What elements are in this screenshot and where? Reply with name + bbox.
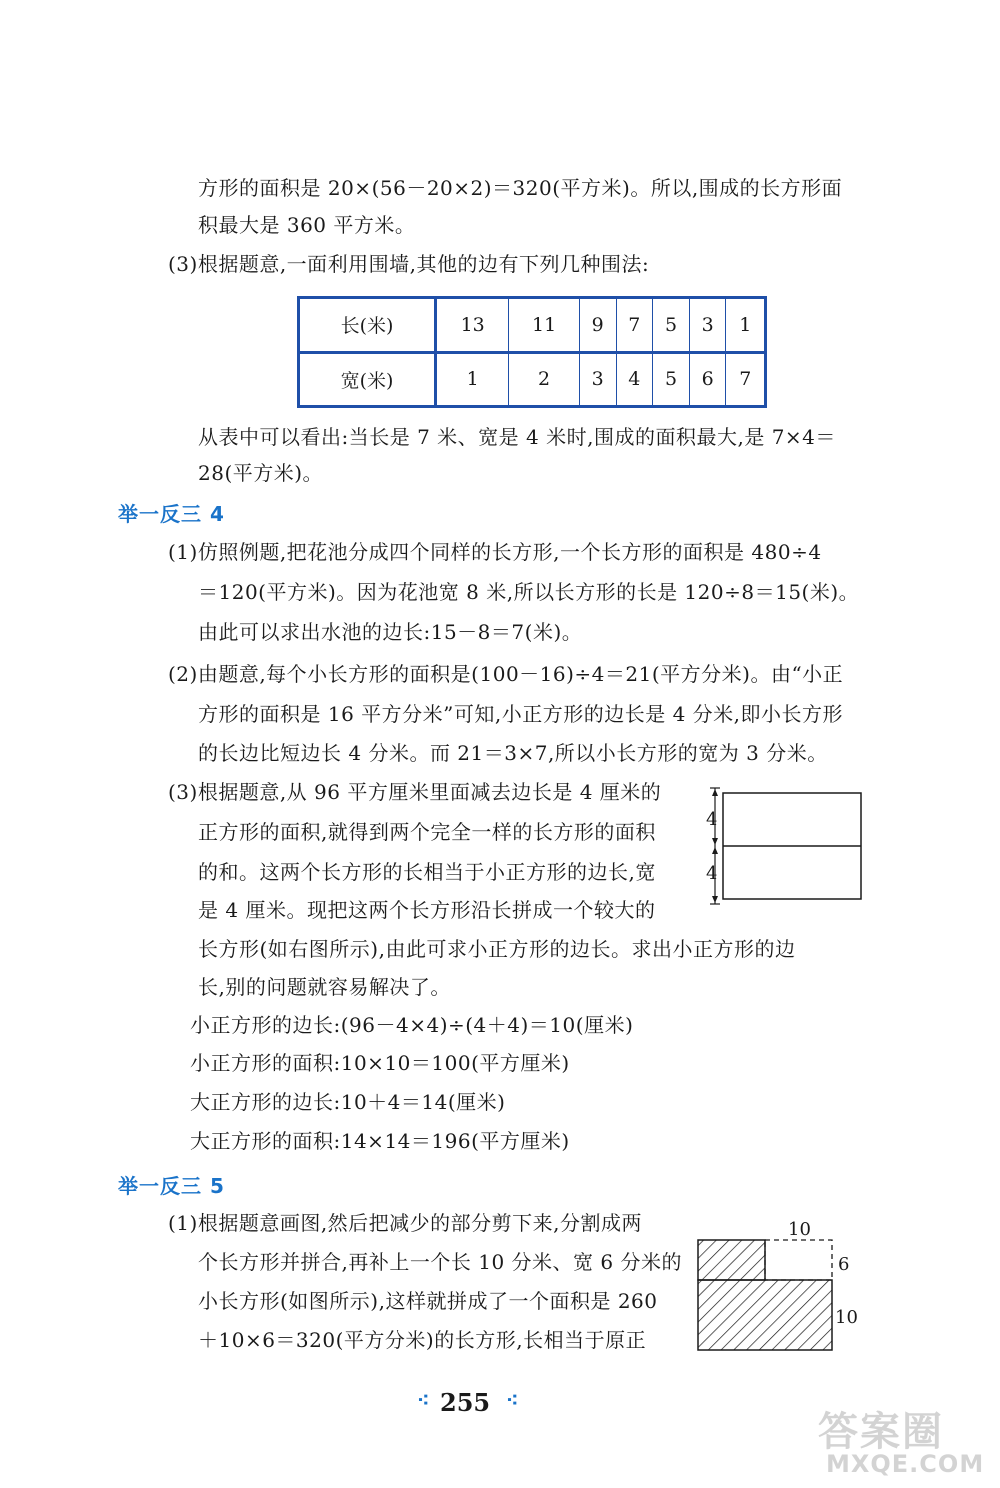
text-line: 长方形(如右图所示),由此可求小正方形的边长。求出小正方形的边 — [198, 937, 796, 961]
text-line: 小正方形的面积:10×10＝100(平方厘米) — [190, 1051, 570, 1075]
text-line: 的和。这两个长方形的长相当于小正方形的边长,宽 — [198, 860, 656, 884]
dimension-label: 4 — [706, 863, 718, 884]
watermark-text: 答案圈 — [818, 1409, 944, 1455]
arrow-up-icon — [712, 847, 718, 854]
page-number: 255 — [440, 1388, 491, 1417]
section-heading-5: 举一反三 5 — [118, 1174, 225, 1198]
table-cell: 13 — [436, 298, 509, 353]
length-width-table — [297, 296, 767, 408]
arrow-up-icon — [712, 789, 718, 796]
table-cell: 6 — [689, 352, 726, 407]
row-header: 宽(米) — [299, 352, 436, 407]
watermark-url: MXQE.COM — [826, 1450, 985, 1478]
text-line: 长,别的问题就容易解决了。 — [198, 975, 451, 999]
table-cell: 5 — [653, 298, 690, 353]
text-line: ＝120(平方米)。因为花池宽 8 米,所以长方形的长是 120÷8＝15(米)。 — [198, 580, 860, 604]
text-line: 由此可以求出水池的边长:15－8＝7(米)。 — [198, 620, 583, 644]
text-line: 的长边比短边长 4 分米。而 21＝3×7,所以小长方形的宽为 3 分米。 — [198, 741, 828, 765]
text-line: (1)根据题意画图,然后把减少的部分剪下来,分割成两 — [168, 1211, 643, 1235]
text-line: 是 4 厘米。现把这两个长方形沿长拼成一个较大的 — [198, 898, 656, 922]
dimension-label: 10 — [788, 1219, 811, 1240]
text-line: 个长方形并拼合,再补上一个长 10 分米、宽 6 分米的 — [198, 1250, 682, 1274]
table-cell: 7 — [726, 352, 766, 407]
text-line: (3)根据题意,一面利用围墙,其他的边有下列几种围法: — [168, 252, 650, 276]
arrow-down-icon — [712, 896, 718, 903]
table-cell: 3 — [579, 352, 616, 407]
decorative-dots-icon: ⁖ — [417, 1390, 430, 1411]
table-cell: 1 — [436, 352, 509, 407]
large-hatched-rectangle — [698, 1280, 832, 1350]
text-line: (3)根据题意,从 96 平方厘米里面减去边长是 4 厘米的 — [168, 780, 662, 804]
table-cell: 3 — [689, 298, 726, 353]
watermark-logo — [818, 1400, 993, 1484]
text-line: ＋10×6＝320(平方分米)的长方形,长相当于原正 — [198, 1328, 647, 1352]
text-line: 方形的面积是 20×(56－20×2)＝320(平方米)。所以,围成的长方形面 — [198, 176, 843, 200]
table-cell: 1 — [726, 298, 766, 353]
arrow-down-icon — [712, 838, 718, 845]
table-cell: 5 — [653, 352, 690, 407]
text-line: 大正方形的边长:10＋4＝14(厘米) — [190, 1090, 506, 1114]
table-cell: 7 — [616, 298, 653, 353]
table-row — [299, 352, 766, 407]
text-line: 小正方形的边长:(96－4×4)÷(4＋4)＝10(厘米) — [190, 1013, 634, 1037]
text-line: (1)仿照例题,把花池分成四个同样的长方形,一个长方形的面积是 480÷4 — [168, 540, 822, 564]
table-cell: 4 — [616, 352, 653, 407]
text-line: 小长方形(如图所示),这样就拼成了一个面积是 260 — [198, 1289, 658, 1313]
dimension-label: 6 — [838, 1254, 850, 1275]
text-line: 正方形的面积,就得到两个完全一样的长方形的面积 — [198, 820, 656, 844]
text-line: (2)由题意,每个小长方形的面积是(100－16)÷4＝21(平方分米)。由“小正 — [168, 662, 844, 686]
added-rectangle-dashed — [765, 1240, 832, 1280]
hatched-rectangles-figure — [690, 1215, 870, 1355]
decorative-dots-icon: ⁖ — [506, 1390, 519, 1411]
dimension-label: 10 — [835, 1307, 858, 1328]
text-line: 从表中可以看出:当长是 7 米、宽是 4 米时,围成的面积最大,是 7×4＝ — [198, 425, 836, 449]
row-header: 长(米) — [299, 298, 436, 353]
small-hatched-rectangle — [698, 1240, 765, 1280]
text-line: 大正方形的面积:14×14＝196(平方厘米) — [190, 1129, 570, 1153]
table-cell: 11 — [509, 298, 580, 353]
table-cell: 9 — [579, 298, 616, 353]
table-cell: 2 — [509, 352, 580, 407]
text-line: 28(平方米)。 — [198, 461, 324, 485]
text-line: 方形的面积是 16 平方分米”可知,小正方形的边长是 4 分米,即小长方形 — [198, 702, 844, 726]
dimension-label: 4 — [706, 809, 718, 830]
section-heading-4: 举一反三 4 — [118, 502, 225, 526]
stacked-rectangles-figure — [700, 780, 870, 905]
text-line: 积最大是 360 平方米。 — [198, 213, 416, 237]
table-row — [299, 298, 766, 353]
